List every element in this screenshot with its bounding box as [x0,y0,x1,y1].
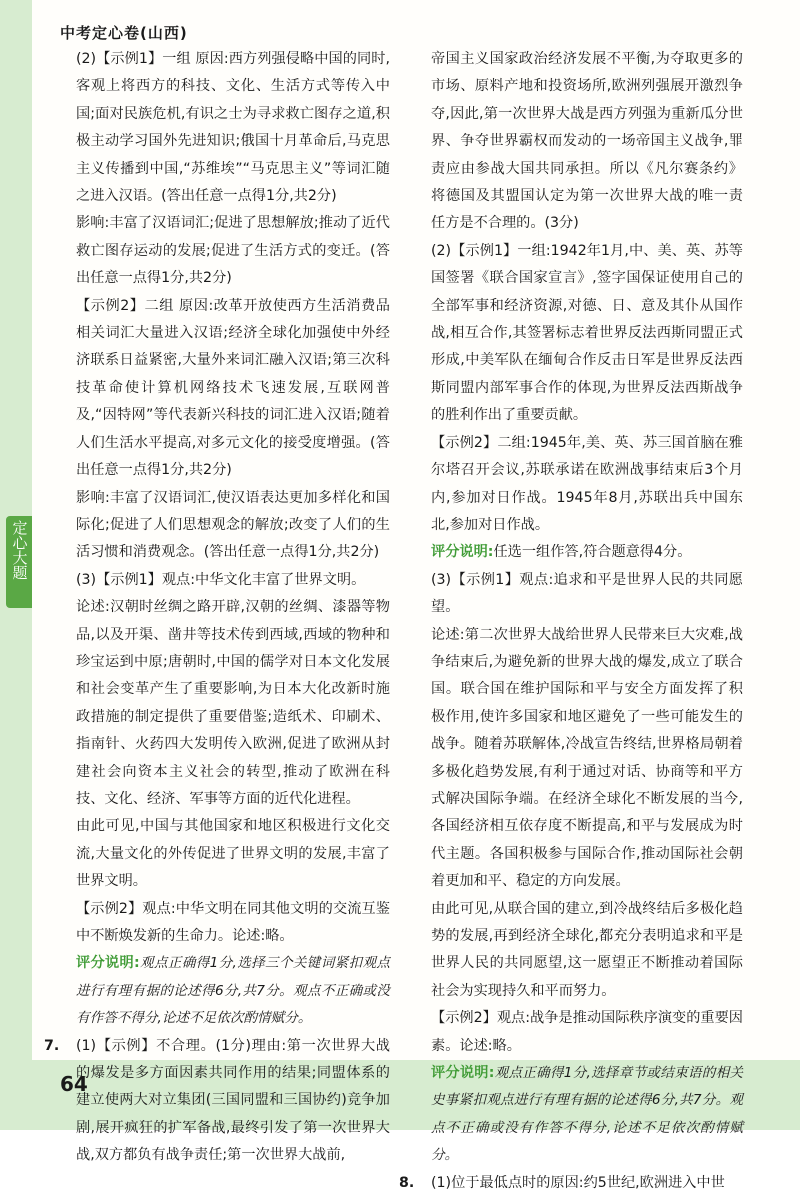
paragraph: 论述:第二次世界大战给世界人民带来巨大灾难,战争结束后,为避免新的世界大战的爆发,成立了联合国。联合国在维护国际和平与安全方面发挥了积极作用,使许多国家和地区避免了一些可能发生的战争。随着苏联解体,冷战宣告终结,世界格局朝着多极化趋势发展,有利于通过对话、协商等和平方式解决国际争端。在经济全球化不断发展的当今,各国经济相互依存度不断提高,和平与发展成为时代主题。各国积极参与国际合作,推动国际社会朝着更加和平、稳定的方向发展。 [431,626,743,890]
question-8 [399,1170,743,1197]
paragraph: (3)【示例1】观点:追求和平是世界人民的共同愿望。 [431,571,743,616]
paragraph: 由此可见,中国与其他国家和地区积极进行文化交流,大量文化的外传促进了世界文明的发展,丰富了世界文明。 [76,818,390,890]
scoring-note [413,539,743,566]
scoring-note-text: 观点正确得1分,选择章节或结束语的相关史事紧扣观点进行有理有据的论述得6分,共7分。观点不正确或没有作答不得分,论述不足依次酌情赋分。 [431,1065,743,1164]
scoring-note [413,1060,743,1170]
paragraph: 由此可见,从联合国的建立,到冷战终结后多极化趋势的发展,再到经济全球化,都充分表明追求和平是世界人民的共同愿望,这一愿望正不断推动着国际社会为实现持久和平而努力。 [431,900,743,999]
section-side-tab [6,516,32,608]
question-number: 8. [399,1174,415,1191]
right-column [399,46,743,1197]
scoring-note-label: 评分说明: [76,955,140,972]
paragraph: (2)【示例1】一组:1942年1月,中、美、英、苏等国签署《联合国家宣言》,签字国保证使用自己的全部军事和经济资源,对德、日、意及其仆从国作战,相互合作,其签署标志着世界反法西斯同盟正式形成,中美军队在缅甸合作反击日军是世界反法西斯同盟内部军事合作的体现,为世界反法西斯战争的胜利作出了重要贡献。 [431,242,743,424]
question-number: 7. [44,1037,60,1054]
page-number: 64 [60,1072,88,1096]
paragraph: 影响:丰富了汉语词汇,使汉语表达更加多样化和国际化;促进了人们思想观念的解放;改变了人们的生活习惯和消费观念。(答出任意一点得1分,共2分) [76,489,390,561]
paragraph: 帝国主义国家政治经济发展不平衡,为夺取更多的市场、原料产地和投资场所,欧洲列强展开激烈争夺,因此,第一次世界大战是西方列强为重新瓜分世界、争夺世界霸权而发动的一场帝国主义战争,罪责应由参战大国共同承担。所以《凡尔赛条约》将德国及其盟国认定为第一次世界大战的唯一责任方是不合理的。(3分) [431,51,743,232]
paragraph: 论述:汉朝时丝绸之路开辟,汉朝的丝绸、漆器等物品,以及开渠、凿井等技术传到西域,西域的物种和珍宝运到中原;唐朝时,中国的儒学对日本文化发展和社会变革产生了重要影响,为日本大化改新时施政措施的制定提供了重要借鉴;造纸术、印刷术、指南针、火药四大发明传入欧洲,促进了欧洲从封建社会向资本主义社会的转型,推动了欧洲在科技、文化、经济、军事等方面的近代化进程。 [76,599,390,807]
question-8-text: (1)位于最低点时的原因:约5世纪,欧洲进入中世 [431,1174,725,1191]
question-7 [44,1033,390,1170]
scoring-note-label: 评分说明: [431,544,494,561]
paragraph: (3)【示例1】观点:中华文化丰富了世界文明。 [76,571,366,588]
paragraph: (2)【示例1】一组 原因:西方列强侵略中国的同时,客观上将西方的科技、文化、生活方式等传入中国;面对民族危机,有识之士为寻求救亡图存之道,积极主动学习国外先进知识;俄国十月革命后,马克思主义传播到中国,“苏维埃”“马克思主义”等词汇随之进入汉语。(答出任意一点得1分,共2分) [76,51,390,205]
left-column [44,46,390,1170]
scoring-note-label: 评分说明: [431,1065,495,1082]
paragraph: 【示例2】二组 原因:改革开放使西方生活消费品相关词汇大量进入汉语;经济全球化加强使中外经济联系日益紧密,大量外来词汇融入汉语;第三次科技革命使计算机网络技术飞速发展,互联网普及,“因特网”等代表新兴科技的词汇进入汉语;随着人们生活水平提高,对多元文化的接受度增强。(答出任意一点得1分,共2分) [76,297,390,479]
section-side-tab-label: 定心大题 [10,520,29,580]
scoring-note-text: 观点正确得1分,选择三个关键词紧扣观点进行有理有据的论述得6分,共7分。观点不正确或没有作答不得分,论述不足依次酌情赋分。 [76,955,390,1027]
question-7-text: (1)【示例】不合理。(1分)理由:第一次世界大战的爆发是多方面因素共同作用的结果;同盟体系的建立使两大对立集团(三国同盟和三国协约)竞争加剧,展开疯狂的扩军备战,最终引发了第一次世界大战,双方都负有战争责任;第一次世界大战前, [76,1037,390,1164]
paragraph: 【示例2】观点:战争是推动国际秩序演变的重要因素。论述:略。 [431,1010,743,1054]
paragraph: 【示例2】二组:1945年,美、英、苏三国首脑在雅尔塔召开会议,苏联承诺在欧洲战事结束后3个月内,参加对日作战。1945年8月,苏联出兵中国东北,参加对日作战。 [431,434,743,533]
paragraph: 影响:丰富了汉语词汇;促进了思想解放;推动了近代救亡图存运动的发展;促进了生活方式的变迁。(答出任意一点得1分,共2分) [76,215,390,287]
scoring-note-text: 任选一组作答,符合题意得4分。 [493,544,692,561]
page-header: 中考定心卷(山西) [60,24,188,42]
paragraph: 【示例2】观点:中华文明在同其他文明的交流互鉴中不断焕发新的生命力。论述:略。 [76,900,390,944]
scoring-note [58,950,390,1032]
